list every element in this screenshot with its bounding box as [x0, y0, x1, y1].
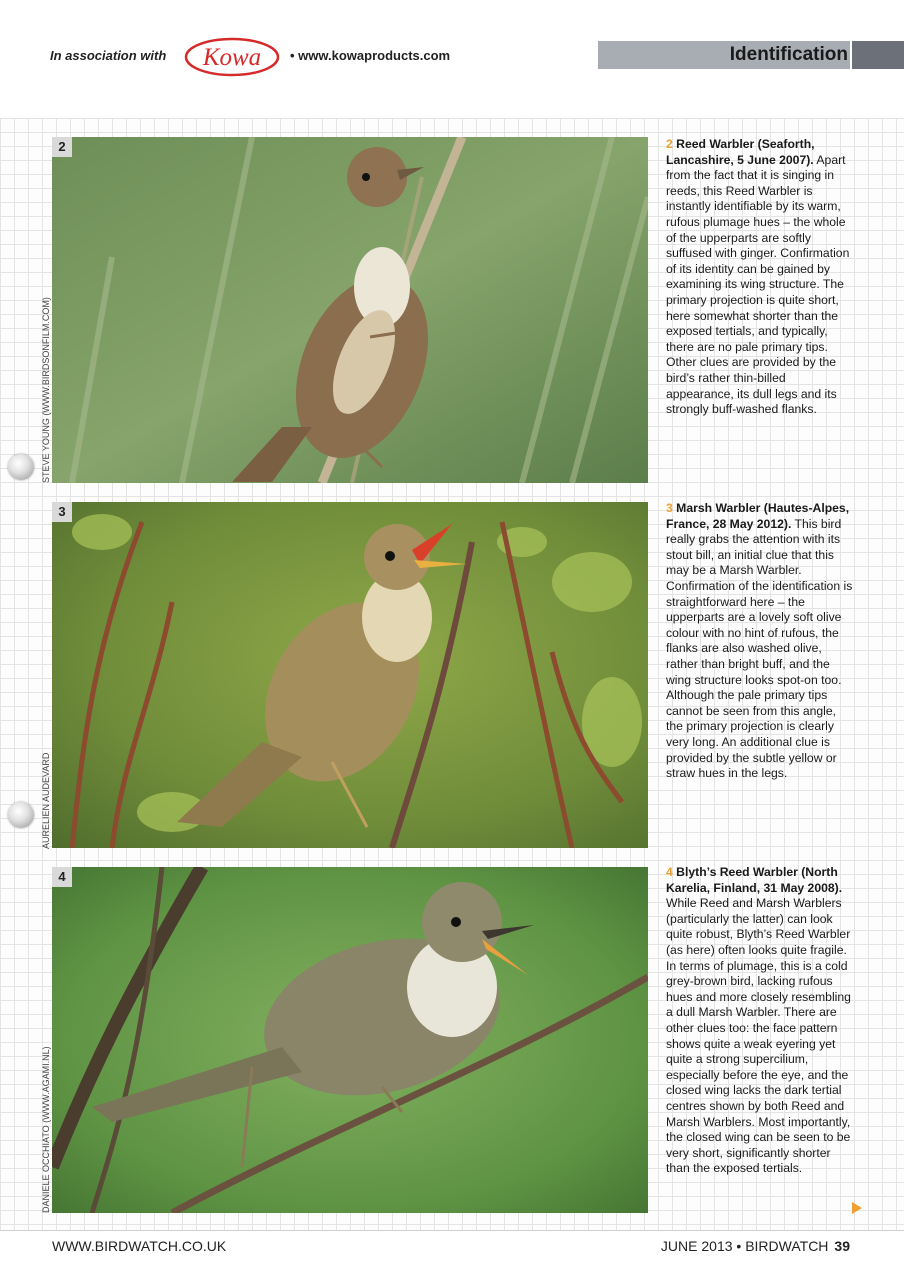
section-title: Identification [729, 44, 848, 65]
caption-body: This bird really grabs the attention with its stout bill, an initial clue that this may be a Marsh Warbler. Confirmation of the identification is straightforward here – the upperparts are a lovely soft olive colour with no hint of rufous, the flanks are also washed olive, rather than bright buff, and the wing structure looks spot-on too. Although the pale primary tips cannot be seen from this angle, the primary projection is clearly very long. An additional clue is provided by the subtle yellow or straw hues in the legs. [666, 516, 853, 781]
caption-blyths-reed-warbler [666, 865, 856, 1177]
caption-body: Apart from the fact that it is singing in reeds, this Reed Warbler is instantly identifiable by its warm, rufous plumage hues – the whole of the upperparts are softly suffused with ginger. Confirmation of its identity can be gained by examining its wing structure. The primary projection is quite short, here somewhat shorter than the exposed tertials, and typically, there are no pale primary tips. Other clues are provided by the bird’s rather thin-billed appearance, its dull legs and its strongly buff-washed flanks. [666, 152, 850, 417]
caption-title: Blyth’s Reed Warbler (North Karelia, Finland, 31 May 2008). [666, 865, 843, 895]
caption-marsh-warbler [666, 501, 856, 782]
kowa-logo[interactable] [183, 36, 281, 78]
photo-blyths-reed-warbler[interactable] [52, 867, 648, 1213]
photo-marsh-warbler[interactable] [52, 502, 648, 848]
caption-number: 2 [666, 137, 673, 151]
association-text: In association with [50, 48, 167, 63]
footer-issue [661, 1238, 850, 1254]
photo-reed-warbler[interactable] [52, 137, 648, 483]
continue-arrow-icon[interactable] [852, 1202, 862, 1214]
footer-website-link[interactable]: WWW.BIRDWATCH.CO.UK [52, 1238, 227, 1254]
caption-number: 3 [666, 501, 673, 515]
photo-credit: STEVE YOUNG (WWW.BIRDSONFILM.COM) [41, 297, 51, 483]
photo-credit: AURELIEN AUDEVARD [41, 752, 51, 849]
photo-number: 3 [52, 502, 72, 522]
photo-number: 2 [52, 137, 72, 157]
photo-number: 4 [52, 867, 72, 887]
footer-divider [0, 1230, 904, 1231]
binder-hole [8, 802, 34, 828]
page-number: 39 [834, 1238, 850, 1254]
caption-body: While Reed and Marsh Warblers (particularly the latter) can look quite robust, Blyth’s Reed Warbler (as here) often looks quite fragile. In terms of plumage, this is a cold grey-brown bird, lacking rufous hues and more closely resembling a dull Marsh Warbler. There are other clues too: the face pattern shows quite a weak eyering yet quite a strong supercilium, especially before the eye, and the closed wing lacks the dark tertial centres shown by both Reed and Marsh Warblers. Most importantly, the closed wing can be seen to be very short, significantly shorter than the exposed tertials. [666, 896, 851, 1176]
footer-issue-text: JUNE 2013 • BIRDWATCH [660, 1238, 829, 1254]
caption-reed-warbler [666, 137, 856, 418]
sponsor-website-link[interactable]: • www.kowaproducts.com [290, 48, 451, 63]
binder-hole [8, 454, 34, 480]
caption-number: 4 [666, 865, 673, 879]
caption-title: Reed Warbler (Seaforth, Lancashire, 5 June 2007). [666, 137, 815, 167]
caption-title: Marsh Warbler (Hautes-Alpes, France, 28 May 2012). [666, 501, 850, 531]
photo-credit: DANIELE OCCHIATO (WWW.AGAMI.NL) [41, 1046, 51, 1213]
kowa-logo-text: Kowa [202, 44, 262, 71]
section-header-bar-end [852, 41, 904, 69]
